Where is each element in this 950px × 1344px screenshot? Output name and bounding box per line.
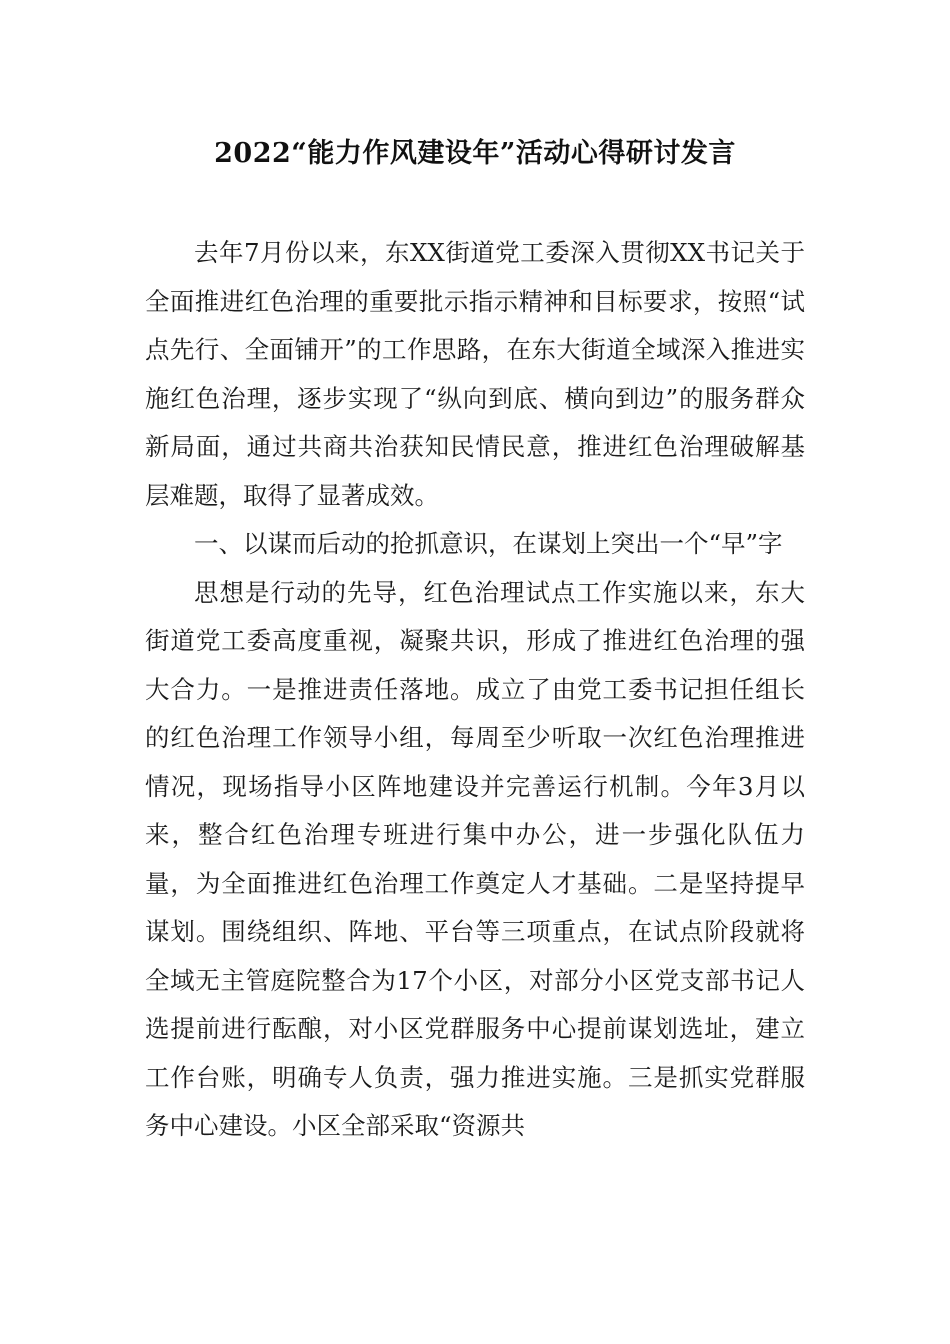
document-title: 2022“能力作风建设年”活动心得研讨发言 <box>214 138 736 169</box>
paragraph-intro: 去年7月份以来，东XX街道党工委深入贯彻XX书记关于全面推进红色治理的重要批示指示精神和目标要求，按照“试点先行、全面铺开”的工作思路，在东大街道全域深入推进实施红色治理，逐步实现了“纵向到底、横向到边”的服务群众新局面，通过共商共治获知民情民意，推进红色治理破解基层难题，取得了显著成效。 <box>145 238 805 510</box>
document-body <box>145 229 805 1151</box>
section-heading-1: 一、以谋而后动的抢抓意识，在谋划上突出一个“早”字 <box>194 529 783 558</box>
paragraph-section-1: 思想是行动的先导，红色治理试点工作实施以来，东大街道党工委高度重视，凝聚共识，形成了推进红色治理的强大合力。一是推进责任落地。成立了由党工委书记担任组长的红色治理工作领导小组，每周至少听取一次红色治理推进情况，现场指导小区阵地建设并完善运行机制。今年3月以来，整合红色治理专班进行集中办公，进一步强化队伍力量，为全面推进红色治理工作奠定人才基础。二是坚持提早谋划。围绕组织、阵地、平台等三项重点，在试点阶段就将全域无主管庭院整合为17个小区，对部分小区党支部书记人选提前进行酝酿，对小区党群服务中心提前谋划选址，建立工作台账，明确专人负责，强力推进实施。三是抓实党群服务中心建设。小区全部采取“资源共 <box>145 577 805 1140</box>
